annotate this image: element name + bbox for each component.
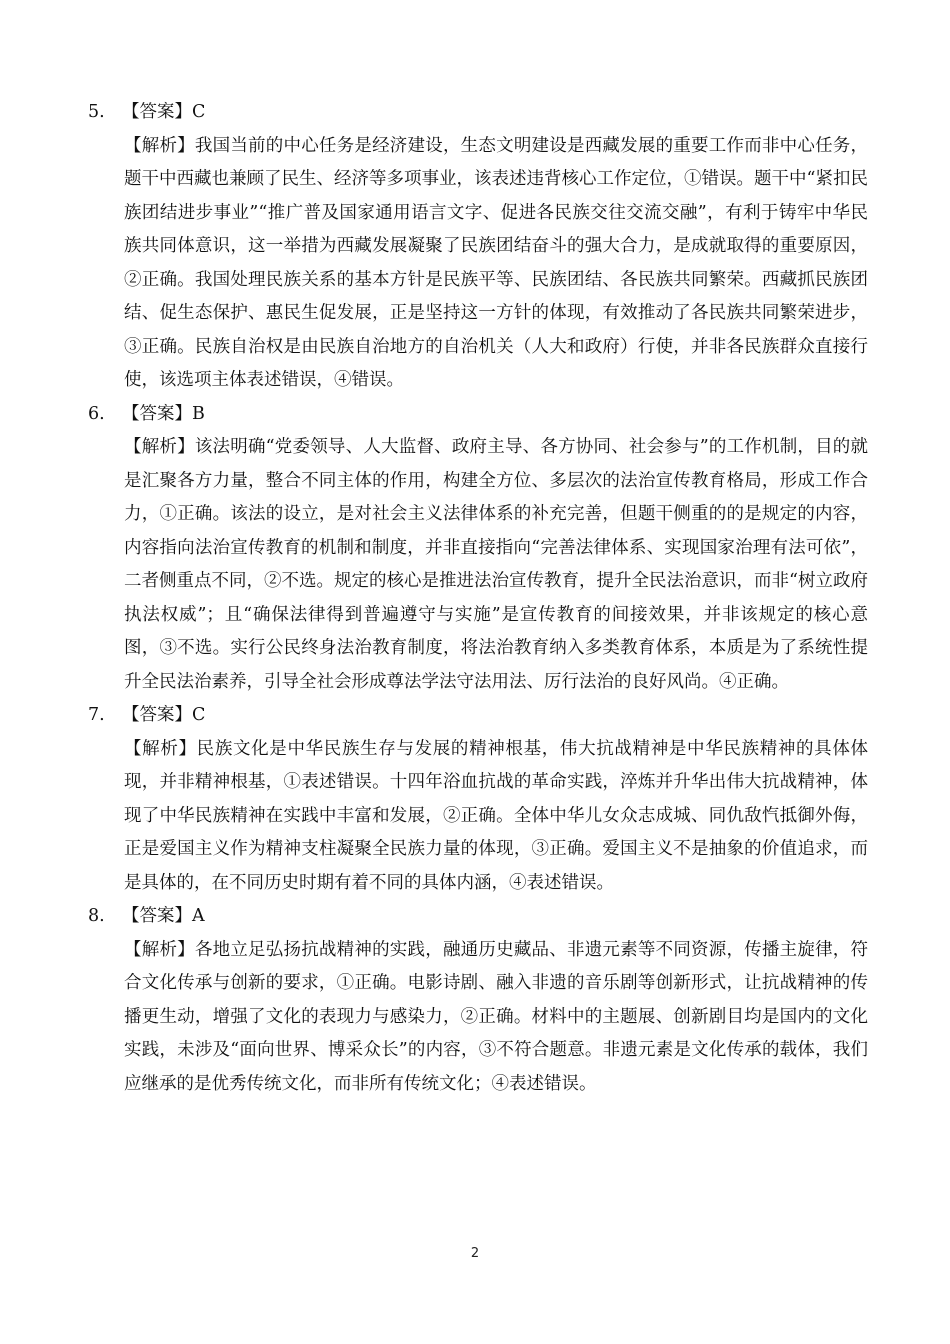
answer-label: 【答案】: [122, 906, 192, 926]
answer-line: [88, 96, 868, 130]
question-item-5: [88, 96, 868, 398]
question-number: 5.: [88, 102, 105, 122]
question-number: 7.: [88, 705, 105, 725]
analysis-label: 【解析】: [124, 738, 197, 759]
analysis-text: 我国当前的中心任务是经济建设，生态文明建设是西藏发展的重要工作而非中心任务，题干中西藏也兼顾了民生、经济等多项事业，该表述违背核心工作定位，①错误。题干中“紧扣民族团结进步事业”“推广普及国家通用语言文字、促进各民族交往交流交融”，有利于铸牢中华民族共同体意识，这一举措为西藏发展凝聚了民族团结奋斗的强大合力，是成就取得的重要原因，②正确。我国处理民族关系的基本方针是民族平等、民族团结、各民族共同繁荣。西藏抓民族团结、促生态保护、惠民生促发展，正是坚持这一方针的体现，有效推动了各民族共同繁荣进步，③正确。民族自治权是由民族自治地方的自治机关（人大和政府）行使，并非各民族群众直接行使，该选项主体表述错误，④错误。: [124, 135, 869, 390]
answer-label: 【答案】: [122, 403, 192, 424]
answer-value: C: [192, 102, 206, 122]
answer-value: A: [192, 906, 205, 926]
analysis-text: 民族文化是中华民族生存与发展的精神根基，伟大抗战精神是中华民族精神的具体体现，并非精神根基，①表述错误。十四年浴血抗战的革命实践，淬炼并升华出伟大抗战精神，体现了中华民族精神在实践中丰富和发展，②正确。全体中华儿女众志成城、同仇敌忾抵御外侮，正是爱国主义作为精神支柱凝聚全民族力量的体现，③正确。爱国主义不是抽象的价值追求，而是具体的，在不同历史时期有着不同的具体内涵，④表述错误。: [124, 738, 869, 893]
question-item-8: [88, 900, 868, 1101]
analysis-paragraph: [124, 431, 868, 699]
answer-list: [88, 96, 868, 1101]
question-number: 6.: [88, 403, 105, 424]
question-number: 8.: [88, 906, 105, 926]
question-item-6: [88, 398, 868, 700]
answer-value: B: [192, 403, 205, 424]
answer-value: C: [192, 705, 206, 725]
analysis-label: 【解析】: [124, 437, 195, 457]
answer-label: 【答案】: [122, 102, 192, 122]
question-item-7: [88, 699, 868, 900]
analysis-paragraph: [124, 130, 868, 398]
analysis-label: 【解析】: [124, 135, 195, 156]
analysis-text: 该法明确“党委领导、人大监督、政府主导、各方协同、社会参与”的工作机制，目的就是汇聚各方力量，整合不同主体的作用，构建全方位、多层次的法治宣传教育格局，形成工作合力，①正确。该法的设立，是对社会主义法律体系的补充完善，但题干侧重的的是规定的内容，内容指向法治宣传教育的机制和制度，并非直接指向“完善法律体系、实现国家治理有法可依”，二者侧重点不同，②不选。规定的核心是推进法治宣传教育，提升全民法治意识，而非“树立政府执法权威”；且“确保法律得到普遍遵守与实施”是宣传教育的间接效果，并非该规定的核心意图，③不选。实行公民终身法治教育制度，将法治教育纳入多类教育体系，本质是为了系统性提升全民法治素养，引导全社会形成尊法学法守法用法、厉行法治的良好风尚。④正确。: [124, 437, 869, 692]
answer-line: [88, 900, 868, 934]
page-number: 2: [470, 1246, 480, 1261]
answer-line: [88, 699, 868, 733]
analysis-paragraph: [124, 934, 868, 1102]
analysis-text: 各地立足弘扬抗战精神的实践，融通历史藏品、非遗元素等不同资源，传播主旋律，符合文化传承与创新的要求，①正确。电影诗剧、融入非遗的音乐剧等创新形式，让抗战精神的传播更生动，增强了文化的表现力与感染力，②正确。材料中的主题展、创新剧目均是国内的文化实践，未涉及“面向世界、博采众长”的内容，③不符合题意。非遗元素是文化传承的载体，我们应继承的是优秀传统文化，而非所有传统文化；④表述错误。: [124, 939, 869, 1094]
analysis-paragraph: [124, 733, 868, 901]
answer-label: 【答案】: [122, 705, 192, 725]
analysis-label: 【解析】: [124, 939, 195, 960]
answer-line: [88, 398, 868, 432]
